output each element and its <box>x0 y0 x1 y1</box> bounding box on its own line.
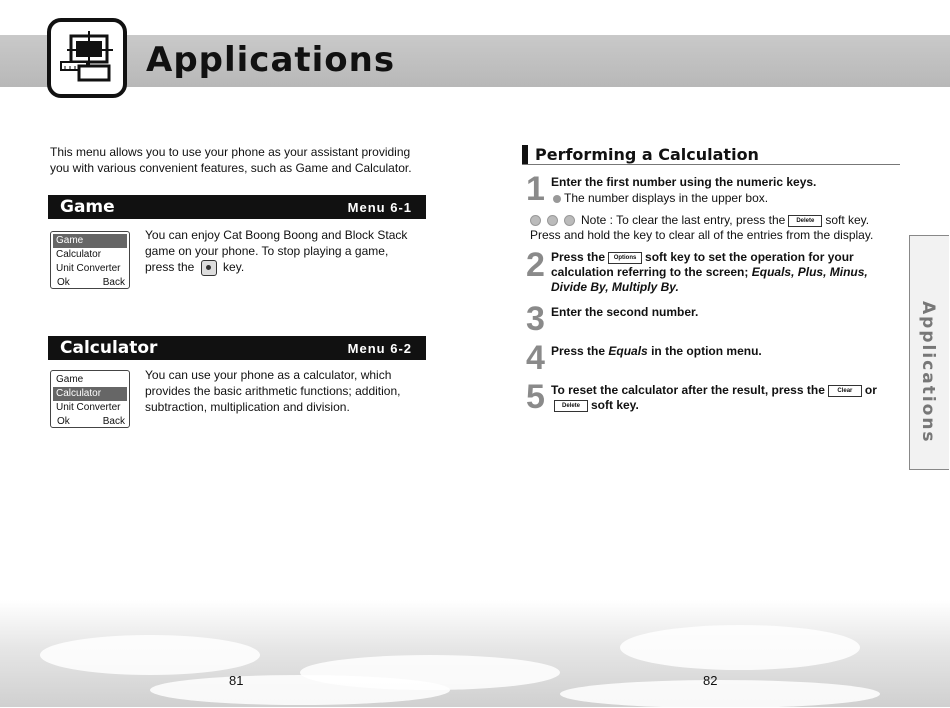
phone-soft-keys <box>51 415 129 429</box>
step-4-equals: Equals <box>608 344 648 358</box>
game-phone-screen <box>50 231 130 289</box>
step-5-text-b: or <box>864 383 877 397</box>
step-5-text <box>551 383 891 413</box>
side-tab-label: Applications <box>918 301 938 444</box>
header-band <box>0 35 950 87</box>
back-soft-label: Back <box>102 277 125 288</box>
note-dot-icon <box>547 215 558 226</box>
step-number: 5 <box>526 378 545 416</box>
step-number: 1 <box>526 170 545 208</box>
calculator-phone-screen <box>50 370 130 428</box>
phone-menu-item: Game <box>53 234 127 248</box>
game-menu-bar <box>48 195 426 219</box>
step-1-text: Enter the first number using the numeric keys. <box>551 175 817 189</box>
step-1-sub-text: The number displays in the upper box. <box>564 191 769 205</box>
page-title: Applications <box>146 40 396 80</box>
step-4-text-a: Press the <box>551 344 606 358</box>
phone-menu-item: Calculator <box>53 387 127 401</box>
note-text-a: Note : To clear the last entry, press the <box>581 213 786 227</box>
phone-soft-keys <box>51 276 129 290</box>
cloud-background <box>0 600 950 707</box>
step-4-text <box>551 344 891 359</box>
clear-softkey-icon: Clear <box>828 385 862 397</box>
end-key-icon <box>201 260 217 276</box>
ok-soft-label: Ok <box>57 416 70 427</box>
step-4-text-b: in the option menu. <box>651 344 762 358</box>
step-number: 3 <box>526 300 545 338</box>
phone-menu-item: Unit Converter <box>56 263 121 274</box>
intro-text: This menu allows you to use your phone as your assistant providing you with various convenient features, such as Game and Calculator. <box>50 145 412 175</box>
back-soft-label: Back <box>102 416 125 427</box>
step-5-text-c: soft key. <box>591 398 639 412</box>
side-tab <box>909 235 949 470</box>
options-softkey-icon: Options <box>608 252 642 264</box>
note <box>530 213 890 243</box>
note-text-b: soft key. Press and hold the key to clear all of the entries from the display. <box>530 213 874 242</box>
phone-menu-item: Game <box>56 374 84 385</box>
step-number: 2 <box>526 246 545 284</box>
ok-soft-label: Ok <box>57 277 70 288</box>
applications-icon <box>47 18 127 98</box>
calculator-title: Calculator <box>60 338 158 358</box>
step-3-text: Enter the second number. <box>551 305 699 319</box>
step-2-text <box>551 250 891 295</box>
section-title <box>522 144 900 165</box>
delete-softkey-icon: Delete <box>554 400 588 412</box>
page-number-right: 82 <box>703 673 718 688</box>
calculator-menu-bar <box>48 336 426 360</box>
note-dot-icon <box>530 215 541 226</box>
section-title-bar <box>522 145 528 164</box>
calculator-description: You can use your phone as a calculator, which provides the basic arithmetic functions; addition, subtraction, multiplication and division. <box>145 368 401 414</box>
calculator-menu-number: Menu 6-2 <box>347 341 412 356</box>
step-2-text-a: Press the <box>551 250 606 264</box>
step-5-text-a: To reset the calculator after the result, press the <box>551 383 825 397</box>
game-description-end: key. <box>223 260 245 274</box>
game-title: Game <box>60 197 115 217</box>
delete-softkey-icon: Delete <box>788 215 822 227</box>
phone-menu-item: Unit Converter <box>56 402 121 413</box>
game-description <box>145 227 415 276</box>
step-2-operations: Equals, Plus, Minus, Divide By, Multiply By. <box>551 265 868 294</box>
step-2-text-b: soft key to set the operation for your calculation referring to the screen; <box>551 250 854 279</box>
phone-menu-item: Calculator <box>56 249 102 260</box>
note-dot-icon <box>564 215 575 226</box>
game-menu-number: Menu 6-1 <box>347 200 412 215</box>
step-number: 4 <box>526 339 545 377</box>
section-title-text: Performing a Calculation <box>535 145 759 164</box>
step-1-sub <box>553 191 768 205</box>
page-number-left: 81 <box>229 673 244 688</box>
bullet-icon <box>553 195 561 203</box>
game-description-text: You can enjoy Cat Boong Boong and Block Stack game on your phone. To stop playing a game, press the <box>145 228 408 274</box>
